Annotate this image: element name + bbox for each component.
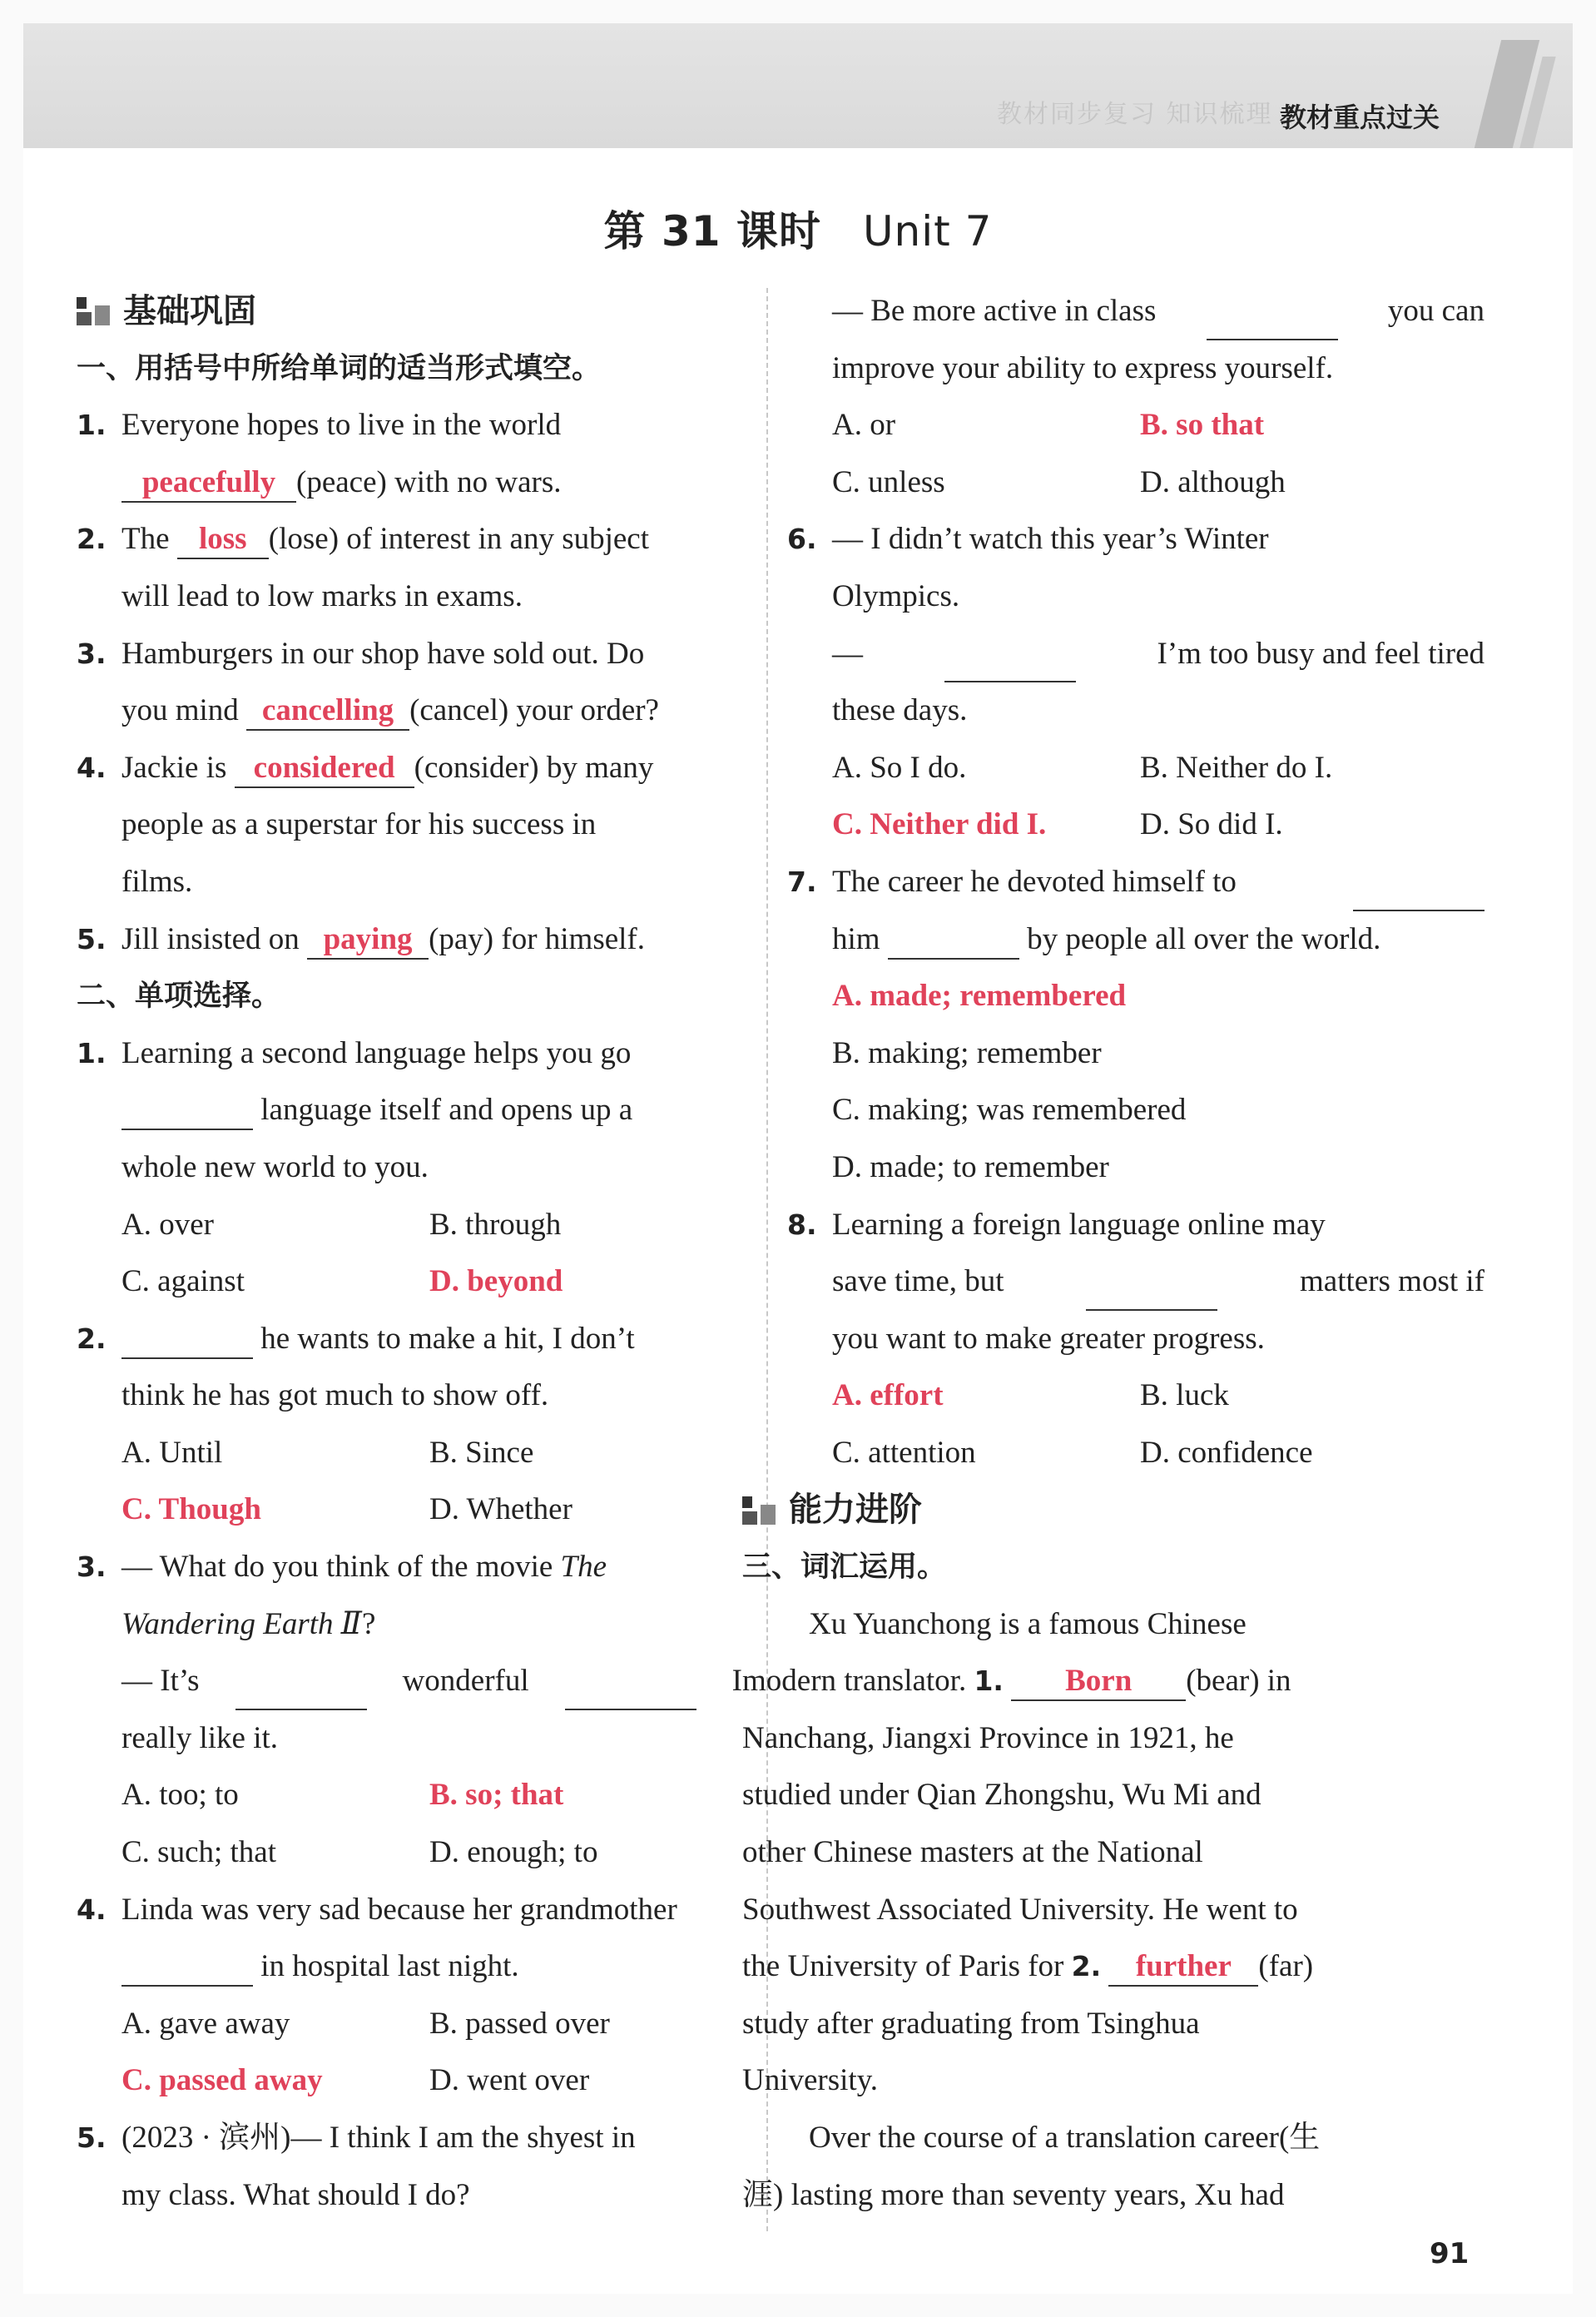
option-a-correct: A. effort [832, 1378, 944, 1413]
answer-blank [121, 1092, 253, 1130]
option-b: B. luck [1140, 1378, 1229, 1413]
option-b: B. Since [429, 1435, 534, 1470]
section-basic: 基础巩固 [77, 283, 742, 340]
option-d: D. went over [429, 2063, 590, 2098]
answer-blank [1086, 1253, 1217, 1311]
workbook-page [23, 23, 1573, 2294]
option-d: D. So did I. [1140, 807, 1283, 842]
answer-blank [944, 626, 1076, 683]
part1-heading: 一、用括号中所给单词的适当形式填空。 [77, 351, 602, 385]
option-b-correct: B. so; that [429, 1778, 564, 1813]
blocks-icon [77, 297, 110, 325]
answer-blank [1353, 854, 1484, 911]
option-b: B. making; remember [832, 1035, 1102, 1070]
fill-question-3: 3. Hamburgers in our shop have sold out. Do you mind cancelling (cancel) your order? [77, 626, 742, 740]
option-c-correct: C. Neither did I. [832, 807, 1047, 842]
option-c-correct: C. passed away [121, 2063, 323, 2098]
right-column [742, 283, 1484, 2224]
section-advanced: 能力进阶 [742, 1481, 1484, 1539]
option-d-correct: D. beyond [429, 1264, 563, 1299]
answer-blank: loss [177, 521, 269, 559]
left-column [77, 283, 742, 2224]
answer-blank: Born [1011, 1663, 1186, 1701]
fill-question-5: 5. Jill insisted on paying (pay) for himself. [77, 911, 742, 969]
option-c: C. attention [832, 1435, 976, 1470]
unit-label: Unit 7 [862, 207, 993, 256]
choice-question-1: 1. Learning a second language helps you go language itself and opens up a whole new world to you. [77, 1035, 633, 1184]
option-d: D. although [1140, 464, 1286, 499]
header-band [23, 23, 1573, 148]
page-number: 91 [1430, 2237, 1470, 2270]
option-d: D. made; to remember [832, 1149, 1109, 1184]
option-a: A. gave away [121, 2006, 290, 2041]
option-b-correct: B. so that [1140, 408, 1265, 443]
page-title [23, 198, 1573, 258]
choice-question-3: 3. — What do you think of the movie The Wandering Earth Ⅱ? — It’s wonderful I really like it. [77, 1550, 742, 1755]
passage-line: Xu Yuanchong is a famous Chinese [809, 1606, 1247, 1641]
option-a: A. or [832, 408, 896, 443]
choice-question-4: 4. Linda was very sad because her grandmother in hospital last night. [77, 1882, 742, 1996]
option-a: A. Until [121, 1435, 223, 1470]
blocks-icon [742, 1496, 776, 1525]
header-tab-label: 教材重点过关 [1280, 102, 1440, 133]
option-a: A. So I do. [832, 750, 967, 785]
option-c-correct: C. Though [121, 1492, 261, 1527]
question-text: Everyone hopes to live in the world [121, 408, 562, 443]
answer-blank: considered [235, 750, 414, 788]
choice-question-8: 8. Learning a foreign language online may save time, but matters most if you want to make greater progress. [787, 1207, 1484, 1356]
answer-blank [888, 921, 1019, 960]
choice-question-5: 5. (2023 · 滨州)— I think I am the shyest in my class. What should I do? [77, 2121, 636, 2212]
choice-question-2: 2. he wants to make a hit, I don’t think he has got much to show off. [77, 1321, 635, 1413]
option-b: B. Neither do I. [1140, 750, 1333, 785]
answer-blank: peacefully [121, 464, 296, 503]
answer-blank [565, 1653, 696, 1710]
answer-blank [121, 1321, 253, 1359]
option-d: D. confidence [1140, 1435, 1313, 1470]
fill-question-2: 2. The loss (lose) of interest in any subject will lead to low marks in exams. [77, 522, 650, 613]
option-b: B. through [429, 1207, 562, 1242]
option-c: C. such; that [121, 1835, 277, 1870]
part3-heading: 三、词汇运用。 [742, 1550, 947, 1585]
answer-blank: paying [307, 921, 429, 960]
choice-question-5-cont: — Be more active in class you can improve your ability to express yourself. [787, 283, 1484, 397]
answer-blank: further [1108, 1948, 1258, 1987]
passage: Xu Yuanchong is a famous Chinese modern translator. 1. Born (bear) in Nanchang, Jiangxi Province in 1921, he studied under Qian Zhongshu, Wu Mi and other Chinese masters at the National Southwest Associated University. He went to the University of Paris for 2. further (far) study after graduating from Tsinghua University. Over the course of a translation career(生 涯) lasting more than seventy years, Xu had [742, 1596, 1408, 2225]
lesson-label: 第 31 课时 [603, 207, 821, 256]
option-d: D. enough; to [429, 1835, 598, 1870]
option-c: C. making; was remembered [832, 1093, 1187, 1128]
answer-blank: cancelling [246, 692, 409, 731]
choice-question-6: 6. — I didn’t watch this year’s Winter Olympics. — I’m too busy and feel tired these days. [787, 522, 1484, 728]
option-a: A. over [121, 1207, 214, 1242]
part2-heading: 二、单项选择。 [77, 980, 281, 1014]
option-c: C. against [121, 1264, 245, 1299]
option-d: D. Whether [429, 1492, 572, 1527]
header-ghost-text: 教材同步复习 知识梳理 [997, 100, 1273, 129]
option-c: C. unless [832, 464, 945, 499]
choice-question-7: 7. The career he devoted himself to him by people all over the world. [787, 854, 1484, 968]
answer-blank [1207, 283, 1338, 340]
option-b: B. passed over [429, 2006, 610, 2041]
fill-question-4: 4. Jackie is considered (consider) by many people as a superstar for his success in films. [77, 750, 654, 899]
option-a: A. too; to [121, 1778, 239, 1813]
answer-blank [235, 1653, 367, 1710]
option-a-correct: A. made; remembered [832, 979, 1127, 1014]
answer-blank [121, 1948, 253, 1987]
fill-question-1: 1. Everyone hopes to live in the world peacefully (peace) with no wars. [77, 397, 742, 511]
